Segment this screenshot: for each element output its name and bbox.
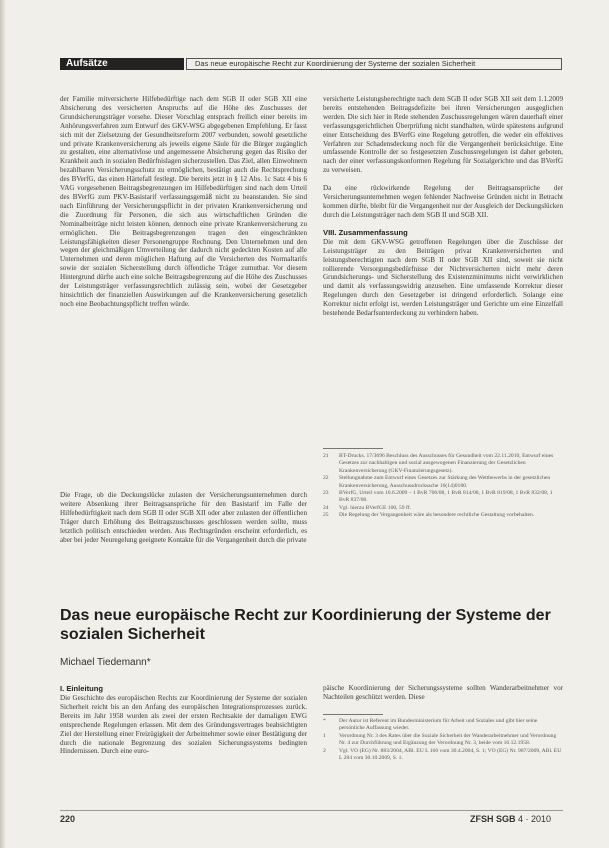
paragraph: der Familie mitversicherte Hilfebedürftige nach dem SGB II oder SGB XII eine Absicherung des versicherten Anspruchs auf die Höhe des Zuschusses der Grundsicherungsträger vorsehe. Dieser Vorschlag entsprach freilich einer bereits im Anhörungsverfahren zum Entwurf des GKV-WSG abgegebenen Empfehlung. Er fasst sich mit der Zielsetzung der Gesundheitsreform 2007 verbunden, sowohl gesetzliche und private Krankenversicherung als jeweils eigene Säule für die Bürger zugänglich zu gestalten, eine alternativlose und angemessene Absicherung gegen das Risiko der Krankheit auch in sozialen Bedürfnislagen sicherzustellen. Das Ziel, allen Einwohnern bezahlbaren Versicherungsschutz zu ermöglichen, bestätigt auch die Rechtsprechung des BVerfG, das einen Härtefall festlegt. Die bereits jetzt in § 12 Abs. 1c Satz 4 bis 6 VAG vorgesehenen Beitragsbegrenzungen im Hilfebedürftigen sind nach dem Urteil des BVerfG zum PKV-Basistarif verfassungsgemäß nicht zu beanstanden. Sie sind nach Einführung der Versicherungspflicht in der privaten Krankenversicherung und die Zuordnung für Personen, die sich aus wirtschaftlichen Gründen die Nominalbeiträge nicht leisten können, dennoch eine private Krankenversicherung zu ermöglichen. Die Beitragsbegrenzungen tragen den eingeschränkten Leistungsfähigkeiten dieser Personengruppe Rechnung. Den Unternehmen und den wegen der gleichmäßigen Umverteilung der dadurch nicht gedeckten Kosten auf alle Unternehmen und deren möglichen Haftung auf die Versicherten des Normaltarifs sowie der sozialen Sicherstellung durch öffentliche Träger zumutbar. Vor diesem Hintergrund dürfte auch eine solche Beitragsbegrenzung auf die Höhe des Zuschusses der Leistungsträger verfassungsrechtlich zulässig sein, wobei der Gesetzgeber hinsichtlich der finanziellen Auswirkungen auf die Krankenversicherung gesetzlich noch eine Beobachtungspflicht treffen würde.: [60, 95, 307, 308]
prev-article-column-2: [323, 95, 563, 318]
section-heading: VIII. Zusammenfassung: [323, 227, 408, 237]
footnote: 25 Die Regelung der Vergangenheit wäre als besondere rechtliche Gestaltung vorbehalten.: [323, 512, 535, 519]
prev-article-column-1: [60, 95, 307, 309]
scan-shadow: [0, 0, 6, 848]
paragraph: Die mit dem GKV-WSG getroffenen Regelungen über die Zuschüsse der Leistungsträger zu den Beiträgen privat Krankenversicherten und leistungsberechtigten nach dem SGB II oder SGB XII sind, soweit sie nicht rollierende Versorgungsbedürfnisse der Nichtversicherten nicht mehr deren Grundsicherungs- und Sicherstellung des Existenzminimums nicht verwirklichen und damit als verfassungswidrig anzusehen. Eine umfassende Korrektur dieser Regelungen durch den Gesetzgeber ist dringend erforderlich. Solange eine Korrektur nicht erfolgt ist, werden Leistungsträger und Gerichte um eine Einzelfall bestehende Bedarfsunterdeckung zu verhindern haben.: [323, 237, 563, 318]
paragraph: Die Frage, ob die Deckungslücke zulasten der Versicherungsunternehmen durch weitere Absenkung ihrer Beitragsansprüche für den Basistarif im Falle der Hilfebedürftigkeit nach dem SGB II oder SGB XII oder aber zulasten der öffentlichen Träger durch Erhöhung des Beitragszuschusses geschlossen werden sollte, muss letztlich politisch entschieden werden. Aus Rechtsgründen erscheint erforderlich, es aber bei jeder Neuregelung geeignete Kontakte für die Vergangenheit durch die private: [60, 491, 307, 544]
footnote: 24 Vgl. hierzu BVerfGE 100, 59 ff.: [323, 504, 411, 511]
footnote-divider: [323, 448, 383, 449]
paragraph: Da eine rückwirkende Regelung der Beitragsansprüche der Versicherungsunternehmen wegen fehlender Nachweise Gründen nicht in Betracht kommen dürfte, bleibt für die Vergangenheit nur der Ausgleich der Deckungslücken durch die Leistungsträger nach dem SGB II und SGB XII.: [323, 184, 563, 219]
footnote: * Der Autor ist Referent im Bundesministerium für Arbeit und Soziales und gibt hier seine persönliche Auffassung wieder.: [323, 718, 538, 732]
section-heading: I. Einleitung: [60, 684, 104, 693]
footnote: 21 BT-Drucks. 17/3696 Beschluss des Ausschusses für Gesundheit vom 22.11.2010, Entwurf eines Gesetzes zur nachhaltigen und sozial ausgewogenen Finanzierung der Gesetzlichen Krankenversicherung (GKV-Finanzierungsgesetz).: [323, 453, 554, 474]
journal-footer: [470, 814, 551, 824]
journal-issue: 4 · 2010: [518, 814, 552, 824]
article-author: Michael Tiedemann*: [60, 657, 151, 668]
journal-name: ZFSH SGB: [470, 814, 516, 824]
footnote-divider: [323, 714, 383, 715]
article-column-2: [323, 684, 563, 702]
footnote: 1 Verordnung Nr. 3 des Rates über die Soziale Sicherheit der Wanderarbeitnehmer und Verordnung Nr. 4 zur Durchführung und Ergänzung der Verordnung Nr. 3, beide vom 16.12.1958.: [323, 732, 557, 747]
article-column-1: [60, 684, 307, 756]
article-title: Das neue europäische Recht zur Koordinierung der Systeme der sozialen Sicherheit: [60, 607, 551, 643]
footnotes-top: [323, 453, 563, 520]
paragraph: Die Geschichte des europäischen Rechts zur Koordinierung der Systeme der sozialen Sicherheit reicht bis an den Anfang des europäischen Integrationsprozesses zurück. Bereits im Jahr 1958 wurden als zwei der ersten Rechtsakte der damaligen EWG entsprechende Regelungen erlassen. Mit dem des Gründungsvertrages beabsichtigten Ziel der Herstellung einer Freizügigkeit der Arbeitnehmer sowie einer Bestätigung der durch die nationale Begrenzung des sozialen Sicherungssystems bedingten Hindernissen. Durch eine euro-: [60, 694, 307, 756]
footer-divider: [60, 810, 563, 811]
page-number: 220: [60, 814, 76, 824]
footnote: 22 Stellungnahme zum Entwurf eines Gesetzes zur Stärkung des Wettbewerbs in der gesetzlichen Krankenversicherung, Ausschussdrucksache 16(14)0180.: [323, 475, 551, 489]
paragraph: versicherte Leistungsberechtigte nach dem SGB II oder SGB XII seit dem 1.1.2009 bereits entstehenden Beitragsdefizite bei ihren Versicherungen ausgeglichen werden. Die sich hier in Rede stehenden Zuschussregelungen wären dauerhaft einer verfassungsgerichtlichen Überprüfung nicht standhalten, würde spätestens aufgrund einer Entscheidung des BVerfG eine Regelung getroffen, die weder ein effektives Verfahren zur Schadensdeckung noch für die Vergangenheit berücksichtige. Eine umfassende Kontrolle der so festgesetzten Zuschussregelungen ist daher geboten, nach der einer verfassungskonformen Regelung für Sozialgerichte und das BVerfG zu verweisen.: [323, 95, 563, 175]
running-title: Das neue europäische Recht zur Koordinierung der Systeme der sozialen Sicherheit: [186, 58, 562, 70]
section-tab: Aufsätze: [60, 58, 184, 70]
footnotes-bottom: [323, 718, 563, 762]
footnote: 2 Vgl. VO (EG) Nr. 883/2004, ABl. EU L 166 vom 30.4.2004, S. 1; VO (EG) Nr. 987/2009, ABl. EU L 284 vom 30.10.2009, S. 1.: [323, 747, 562, 762]
prev-article-column-1-continued: [60, 491, 307, 544]
footnote: 23 BVerfG, Urteil vom 10.6.2009 – 1 BvR 706/08, 1 BvR 814/08, 1 BvR 819/08, 1 BvR 832/08, 1 BvR 837/08.: [323, 490, 553, 504]
paragraph: päische Koordinierung der Sicherungssysteme sollten Wanderarbeitnehmer vor Nachteilen geschützt werden. Diese: [323, 684, 563, 701]
